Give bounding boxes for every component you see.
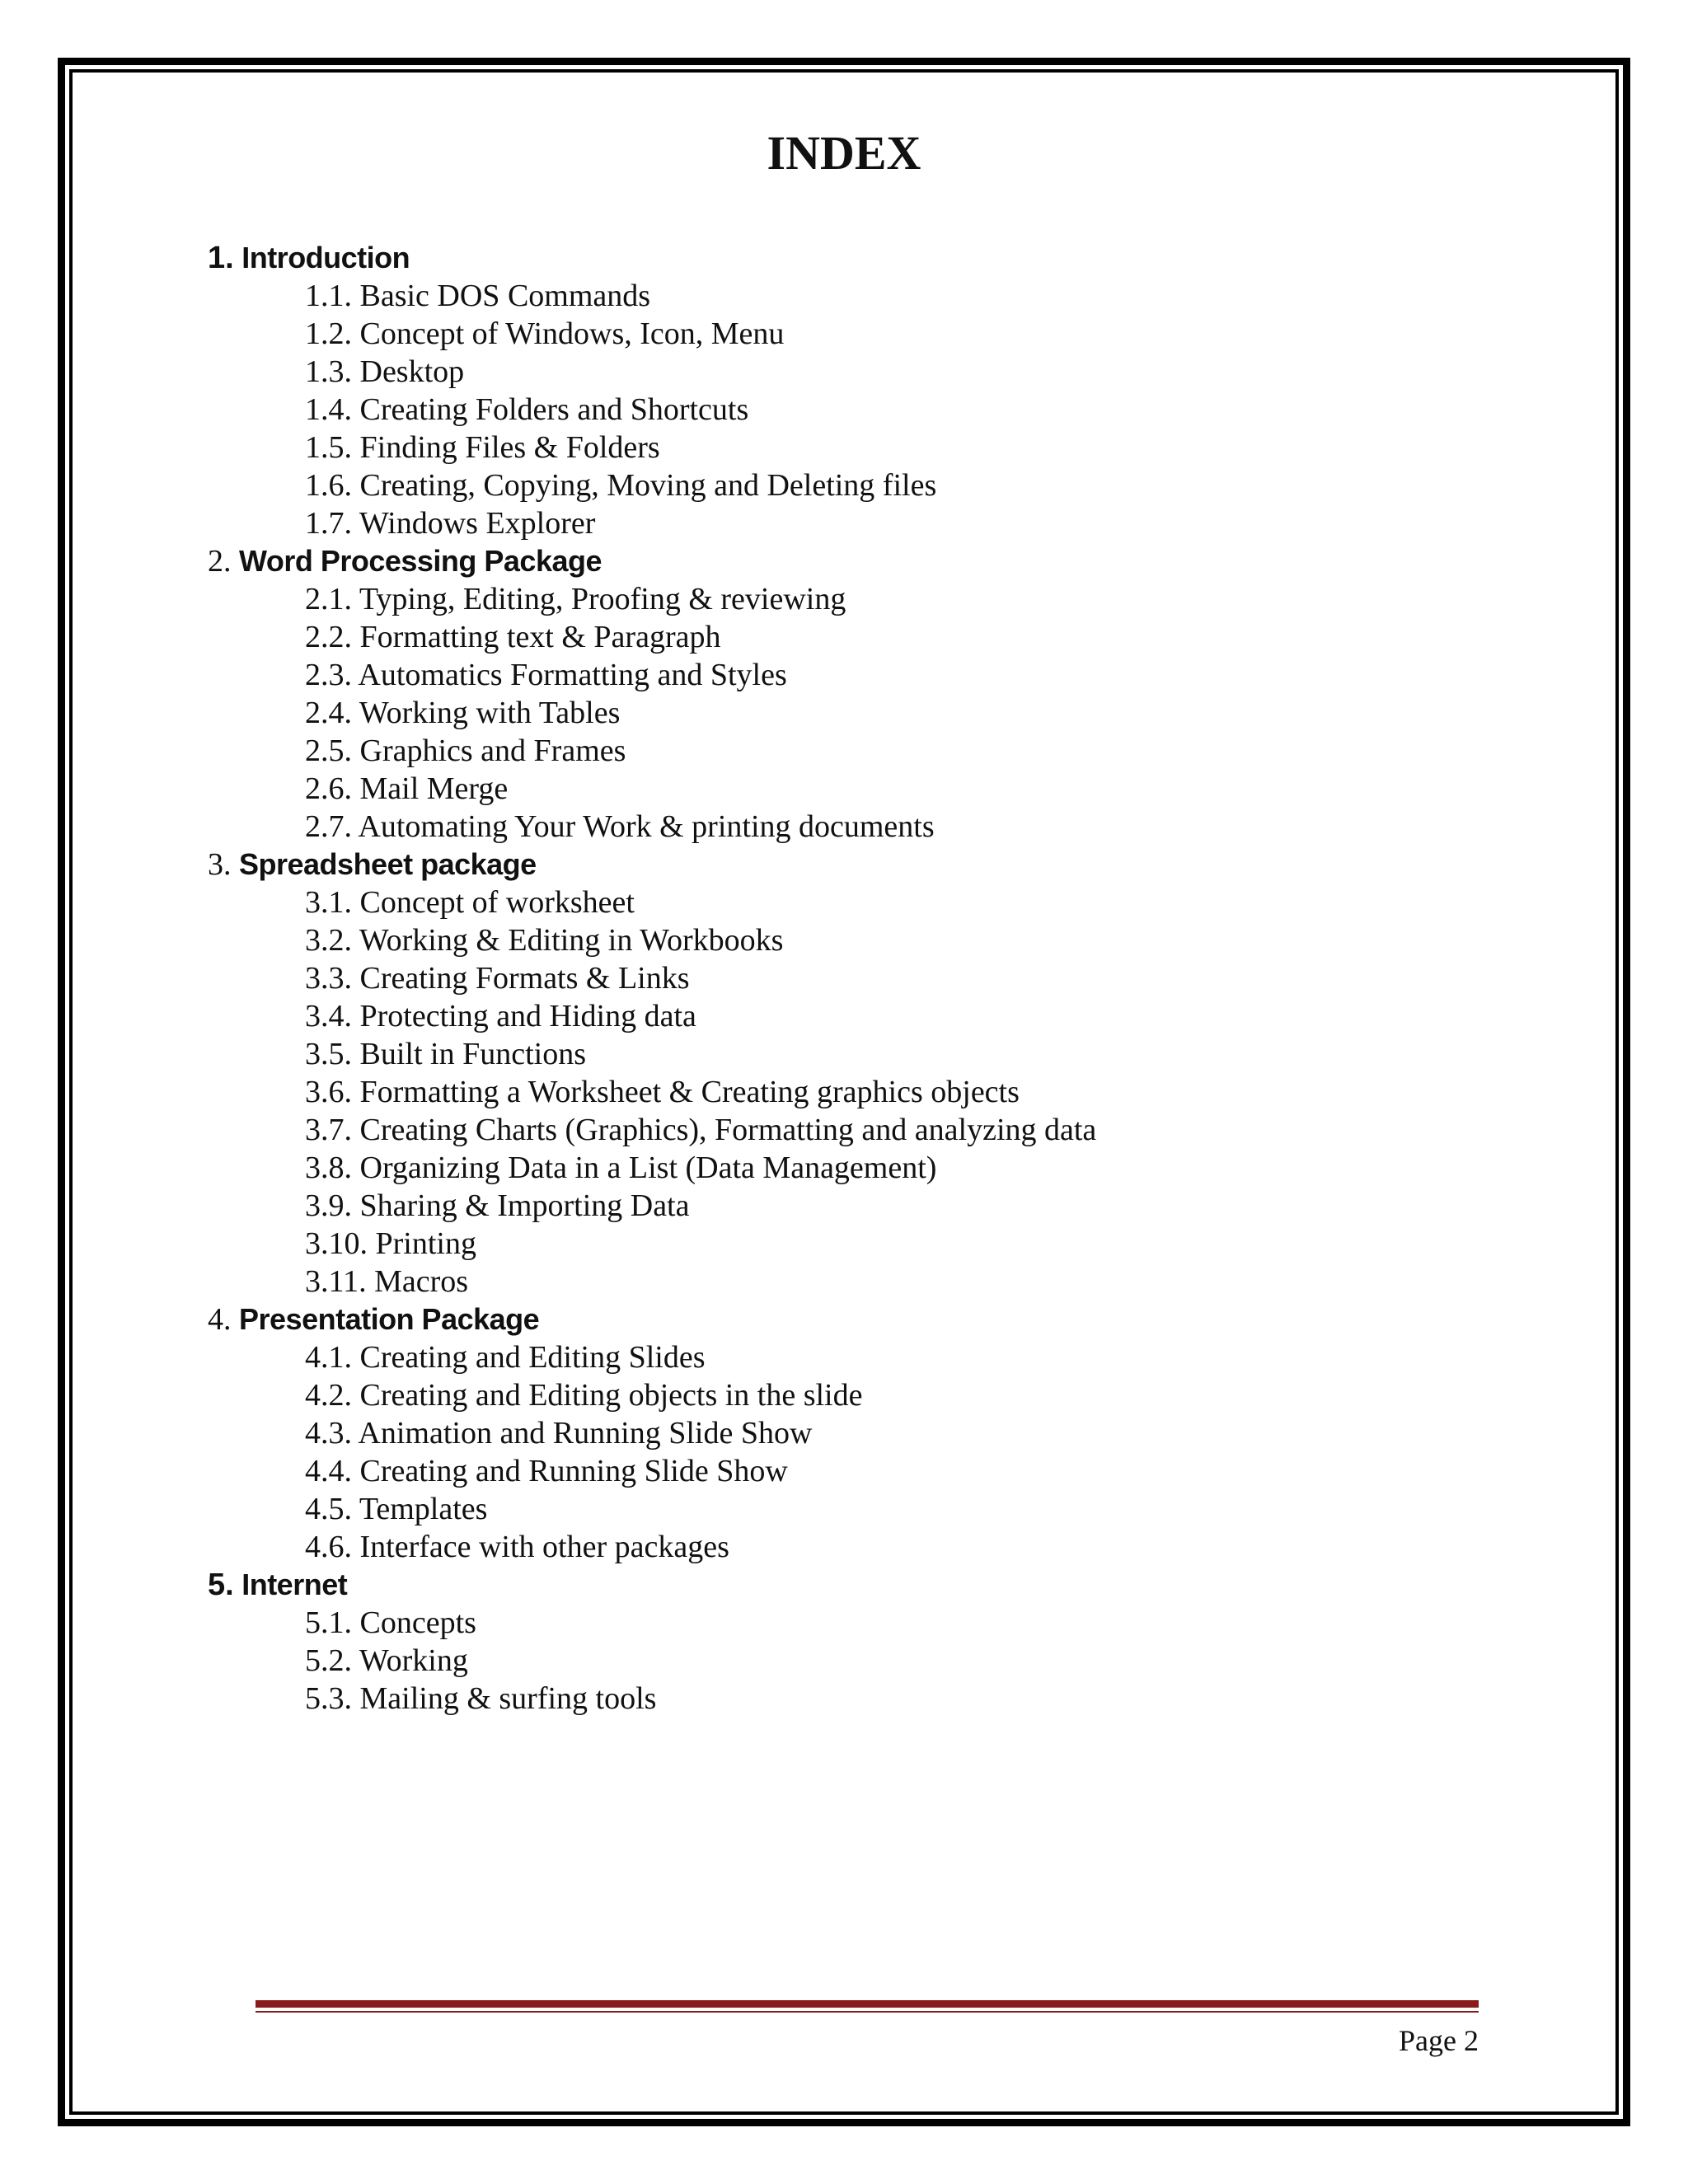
section-number: 4.: [208, 1302, 232, 1337]
subsection-item: 4.5. Templates: [305, 1492, 488, 1526]
subsection-item: 2.2. Formatting text & Paragraph: [305, 620, 721, 654]
subsection-item: 2.5. Graphics and Frames: [305, 733, 626, 768]
subsection-item: 4.4. Creating and Running Slide Show: [305, 1454, 788, 1488]
subsection-item: 3.4. Protecting and Hiding data: [305, 999, 696, 1033]
subsection-item: 1.1. Basic DOS Commands: [305, 279, 651, 313]
subsection-item: 3.2. Working & Editing in Workbooks: [305, 923, 784, 958]
subsection-item: 2.7. Automating Your Work & printing documents: [305, 809, 935, 844]
page-number: Page 2: [1399, 2024, 1479, 2057]
subsection-item: 4.6. Interface with other packages: [305, 1530, 729, 1564]
subsection-item: 4.3. Animation and Running Slide Show: [305, 1416, 813, 1451]
section-heading: [208, 1301, 1526, 1338]
subsection-item: 3.3. Creating Formats & Links: [305, 961, 690, 996]
subsection-item: 3.10. Printing: [305, 1226, 476, 1261]
subsection-item: 1.3. Desktop: [305, 354, 465, 389]
subsection-item: 5.2. Working: [305, 1643, 468, 1678]
section-title: Word Processing Package: [239, 544, 603, 578]
subsection-item: 3.11. Macros: [305, 1264, 469, 1299]
section-heading: [208, 542, 1526, 580]
subsection-item: 3.8. Organizing Data in a List (Data Management): [305, 1151, 937, 1185]
page-title: INDEX: [767, 126, 921, 180]
section-number: 2.: [208, 544, 232, 579]
section-title: Spreadsheet package: [239, 847, 537, 881]
subsection-item: 3.6. Formatting a Worksheet & Creating graphics objects: [305, 1075, 1020, 1109]
subsection-item: 3.9. Sharing & Importing Data: [305, 1188, 690, 1223]
footer-rule: [256, 2000, 1479, 2008]
section-title: Internet: [241, 1568, 348, 1601]
subsection-item: 4.2. Creating and Editing objects in the slide: [305, 1378, 863, 1413]
subsection-item: 2.6. Mail Merge: [305, 771, 509, 806]
subsection-item: 5.1. Concepts: [305, 1605, 476, 1640]
subsection-item: 1.4. Creating Folders and Shortcuts: [305, 392, 749, 427]
subsection-item: 3.5. Built in Functions: [305, 1037, 586, 1071]
footer-rule-thin: [256, 2011, 1479, 2013]
section-number: 1.: [208, 241, 234, 275]
subsection-item: 4.1. Creating and Editing Slides: [305, 1340, 706, 1375]
section-title: Presentation Package: [239, 1302, 540, 1336]
subsection-item: 2.1. Typing, Editing, Proofing & reviewing: [305, 582, 846, 616]
subsection-item: 1.2. Concept of Windows, Icon, Menu: [305, 316, 785, 351]
subsection-item: 1.6. Creating, Copying, Moving and Deleting files: [305, 468, 937, 503]
subsection-item: 1.7. Windows Explorer: [305, 506, 596, 541]
section-heading: [208, 1566, 1526, 1604]
subsection-item: 2.4. Working with Tables: [305, 696, 621, 730]
section-number: 3.: [208, 847, 232, 882]
section-number: 5.: [208, 1568, 234, 1602]
subsection-item: 3.1. Concept of worksheet: [305, 885, 635, 920]
section-title: Introduction: [241, 241, 410, 274]
index-list: [208, 239, 1526, 1718]
subsection-item: 5.3. Mailing & surfing tools: [305, 1681, 657, 1716]
subsection-item: 2.3. Automatics Formatting and Styles: [305, 658, 787, 692]
subsection-item: 1.5. Finding Files & Folders: [305, 430, 660, 465]
subsection-item: 3.7. Creating Charts (Graphics), Formatting and analyzing data: [305, 1113, 1097, 1147]
section-heading: [208, 239, 1526, 277]
section-heading: [208, 846, 1526, 883]
